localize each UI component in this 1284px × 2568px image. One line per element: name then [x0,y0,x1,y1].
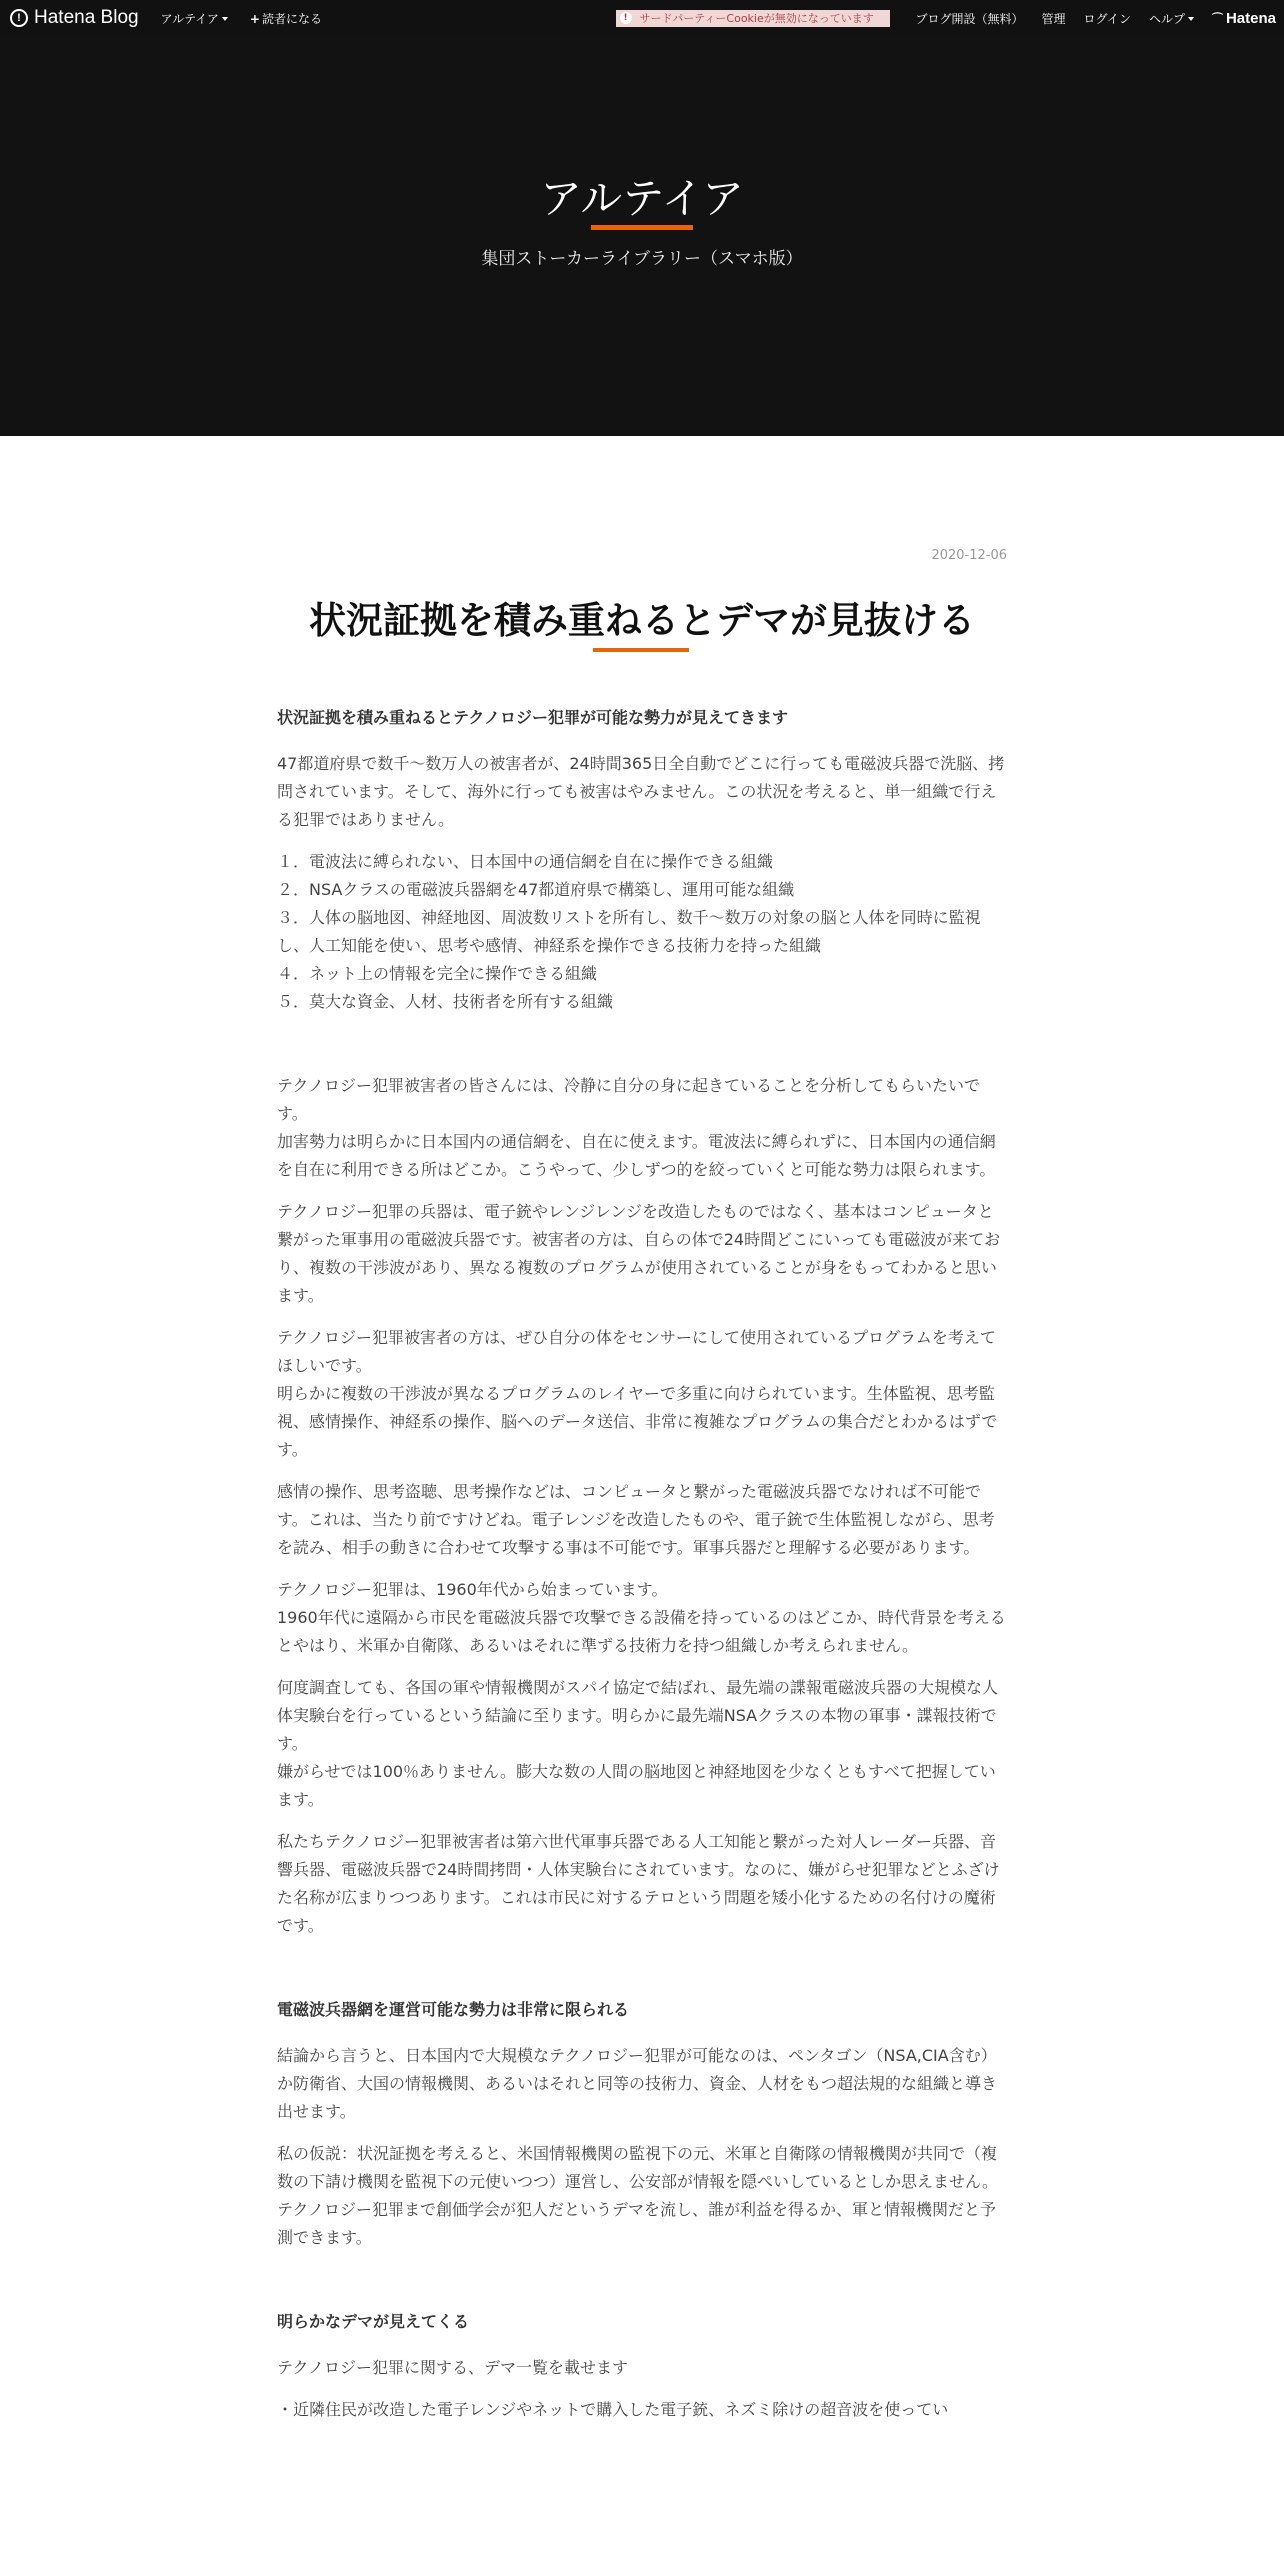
subscribe-label: 読者になる [261,11,322,26]
spacer [277,1030,1007,1072]
entry-title[interactable]: 状況証拠を積み重ねるとデマが見抜ける [309,599,975,642]
hatena-logo[interactable] [1212,10,1276,27]
caret-down-icon [1188,17,1194,21]
title-underline [591,225,693,230]
hatena-blog-logo[interactable] [10,7,139,29]
list-item: ３．人体の脳地図、神経地図、周波数リストを所有し、数千～数万の対象の脳と人体を同時に監視し、人工知能を使い、思考や感情、神経系を操作できる技術力を持った組織 [277,908,981,955]
help-dropdown[interactable] [1149,10,1194,27]
hatena-logo-text: Hatena [1225,9,1276,27]
login-link[interactable]: ログイン [1083,11,1131,26]
paragraph: ・近隣住民が改造した電子レンジやネットで購入した電子銃、ネズミ除けの超音波を使ってい [277,2400,949,2419]
start-blog-link[interactable]: ブログ開設（無料） [915,11,1024,26]
spacer [277,1954,1007,1996]
section-heading: 状況証拠を積み重ねるとテクノロジー犯罪が可能な勢力が見えてきます [277,708,789,727]
paragraph: 何度調査しても、各国の軍や情報機関がスパイ協定で結ばれ、最先端の諜報電磁波兵器の大規模な人体実験台を行っているという結論に至ります。明らかに最先端NSAクラスの本物の軍事・諜報技術です。 [277,1678,998,1753]
list-item: ４．ネット上の情報を完全に操作できる組織 [277,964,598,983]
paragraph: 私たちテクノロジー犯罪被害者は第六世代軍事兵器である人工知能と繋がった対人レーダー兵器、音響兵器、電磁波兵器で24時間拷問・人体実験台にされています。なのに、嫌がらせ犯罪などとふざけた名称が広まりつつあります。これは市民に対するテロという問題を矮小化するための名付けの魔術です。 [277,1832,1000,1935]
paragraph: 結論から言うと、日本国内で大規模なテクノロジー犯罪が可能なのは、ペンタゴン（NSA,CIA含む）か防衛省、大国の情報機関、あるいはそれと同等の技術力、資金、人材をもつ超法規的な組織と導き出せます。 [277,2046,998,2121]
entry-title-underline [593,648,689,652]
top-navbar [0,0,1284,36]
paragraph: テクノロジー犯罪は、1960年代から始まっています。 [277,1580,668,1599]
paragraph: テクノロジー犯罪被害者の方は、ぜひ自分の体をセンサーにして使用されているプログラムを考えてほしいです。 [277,1328,996,1375]
list-item: ５．莫大な資金、人材、技術者を所有する組織 [277,992,614,1011]
entry-date[interactable]: 2020-12-06 [931,548,1007,563]
paragraph: 嫌がらせでは100％ありません。膨大な数の人間の脳地図と神経地図を少なくともすべて把握しています。 [277,1762,996,1809]
spacer [277,2266,1007,2308]
cookie-notice[interactable] [616,10,890,27]
blog-title[interactable]: アルテイア [539,174,745,223]
brand-text: Hatena Blog [34,7,139,28]
cookie-notice-text: サードパーティーCookieが無効になっています [639,12,874,25]
list-item: ２．NSAクラスの電磁波兵器網を47都道府県で構築し、運用可能な組織 [277,880,795,899]
blog-menu-dropdown[interactable] [161,10,228,27]
paragraph: 1960年代に遠隔から市民を電磁波兵器で攻撃できる設備を持っているのはどこか、時代背景を考えるとやはり、米軍か自衛隊、あるいはそれに準ずる技術力を持つ組織しか考えられません。 [277,1608,1006,1655]
navbar-right [616,10,1284,27]
info-icon: ! [620,12,632,24]
subscribe-button[interactable] [250,10,322,27]
entry-content [277,704,1007,2438]
paragraph: 47都道府県で数千～数万人の被害者が、24時間365日全自動でどこに行っても電磁波兵器で洗脳、拷問されています。そして、海外に行っても被害はやみません。この状況を考えると、単一組織で行える犯罪ではありません。 [277,754,1005,829]
section-heading: 明らかなデマが見えてくる [277,2312,470,2331]
caret-down-icon [222,17,228,21]
paragraph: 感情の操作、思考盗聴、思考操作などは、コンピュータと繋がった電磁波兵器でなければ不可能です。これは、当たり前ですけどね。電子レンジを改造したものや、電子銃で生体監視しながら、思考を読み、相手の動きに合わせて攻撃する事は不可能です。軍事兵器だと理解する必要があります。 [277,1482,995,1557]
blog-description: 集団ストーカーライブラリー（スマホ版） [481,249,803,269]
paragraph: 加害勢力は明らかに日本国内の通信網を、自在に使えます。電波法に縛られずに、日本国内の通信網を自在に利用できる所はどこか。こうやって、少しずつ的を絞っていくと可能な勢力は限られます。 [277,1132,996,1179]
blog-header [0,36,1284,436]
help-label: ヘルプ [1148,11,1185,26]
blog-menu-label: アルテイア [160,11,219,26]
paragraph: テクノロジー犯罪被害者の皆さんには、冷静に自分の身に起きていることを分析してもらいたいです。 [277,1076,981,1123]
paragraph: テクノロジー犯罪の兵器は、電子銃やレンジレンジを改造したものではなく、基本はコンピュータと繋がった軍事用の電磁波兵器です。被害者の方は、自らの体で24時間どこにいっても電磁波が来ており、複数の干渉波があり、異なる複数のプログラムが使用されていることが身をもってわかると思います。 [277,1202,1001,1305]
section-heading: 電磁波兵器網を運営可能な勢力は非常に限られる [277,2000,630,2019]
requirement-list [277,848,1007,1016]
hatena-blog-logo-icon: ! [10,9,28,27]
paragraph: テクノロジー犯罪に関する、デマ一覧を載せます [277,2358,629,2377]
paragraph: 明らかに複数の干渉波が異なるプログラムのレイヤーで多重に向けられています。生体監視、思考監視、感情操作、神経系の操作、脳へのデータ送信、非常に複雑なプログラムの集合だとわかるはずです。 [277,1384,998,1459]
hatena-bird-icon: ⌒ [1211,13,1223,25]
paragraph: テクノロジー犯罪まで創価学会が犯人だというデマを流し、誰が利益を得るか、軍と情報機関だと予測できます。 [277,2200,997,2247]
manage-link[interactable]: 管理 [1041,11,1066,26]
plus-icon: + [249,11,260,26]
paragraph: 私の仮説：状況証拠を考えると、米国情報機関の監視下の元、米軍と自衛隊の情報機関が共同で（複数の下請け機関を監視下の元使いつつ）運営し、公安部が情報を隠ぺいしているとしか思えません。 [277,2144,998,2191]
list-item: １．電波法に縛られない、日本国中の通信網を自在に操作できる組織 [277,852,774,871]
